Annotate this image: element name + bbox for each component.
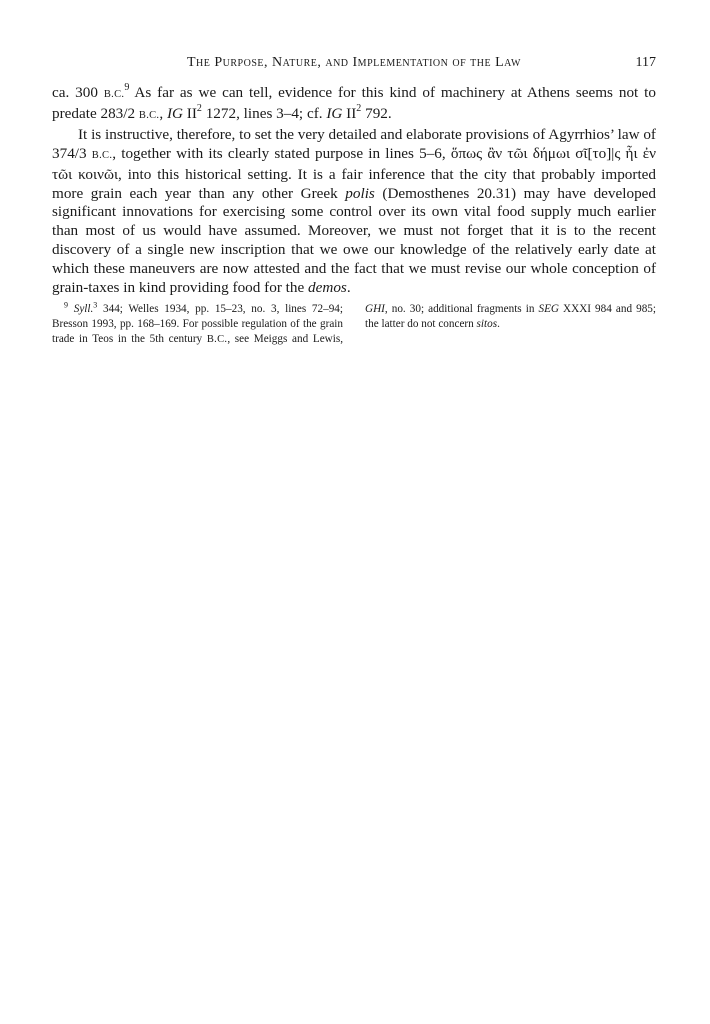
italic-term: demos [308,279,347,297]
italic-term: sitos [476,318,498,331]
page-number: 117 [635,55,656,70]
text-run: 1272, lines 3–4; cf. [201,104,327,122]
text-run: , together with its clearly stated purpose in lines 5–6, ὅπως ἂν τῶι δήμωι σῖ[το]|ς ἧι ἐν τῶι κοινῶι, into this historical setting. It is a fair inference that the city that probably imported more grain each year than any other Greek [52,144,656,202]
footnote-number: 9 [64,300,68,310]
text-run: , see Meiggs and Lewis, [227,333,343,346]
citation-abbreviation: Syll. [73,303,94,315]
citation-abbreviation: SEG [538,303,559,315]
text-run: . [346,279,351,297]
text-run: (Demosthenes 20.31) may have developed significant innovations for exercising some control over its own vital food supply much earlier than most of us would have assumed. Moreover, we must not forget that it is to the recent discovery of a single new inscription that we owe our knowledge of the relatively early date at which these maneuvers are now attested and the fact that we must revise our whole conception of grain-taxes in kind providing food for the [52,184,656,297]
edition-superscript: 3 [93,300,98,310]
citation-abbreviation: GHI [365,303,385,315]
text-run: As far as we can tell, evidence for this kind of machinery at Athens seems not to predate 283/2 [52,84,656,122]
running-head [52,55,656,75]
text-run: ca. 300 [52,84,104,101]
era-abbreviation: B.C. [206,334,228,346]
citation-abbreviation: IG [326,104,343,122]
text-run: XXXI 984 and 985; the latter do not concern [365,303,656,331]
text-run: II [182,104,197,122]
text-run: 344; Welles 1934, pp. 15–23, no. 3, lines 72–94; Bresson 1993, pp. 168–169. For possible regulation of the grain trade in Teos in the 5th century [52,303,344,346]
edition-superscript: 2 [196,102,202,114]
text-run: . [497,318,500,331]
main-text [52,81,656,298]
paragraph-2 [52,126,656,298]
era-abbreviation: B.C. [138,109,160,121]
citation-abbreviation: IG [166,104,183,122]
text-run: , no. 30; additional fragments in [384,303,539,315]
running-title: The Purpose, Nature, and Implementation of the Law [187,55,521,70]
text-run: , [159,104,167,122]
footnote-9 [52,302,656,348]
era-abbreviation: B.C. [91,149,113,161]
italic-term: polis [345,184,375,202]
text-run: II [342,104,357,122]
text-run: It is instructive, therefore, to set the very detailed and elaborate provisions of Agyrrhios’ law of 374/3 [52,125,656,162]
era-abbreviation: B.C. [103,89,125,100]
text-run: 792. [361,104,392,122]
paragraph-1 [52,81,656,126]
footnotes [52,302,656,348]
edition-superscript: 2 [356,102,362,114]
footnote-reference: 9 [124,81,130,93]
